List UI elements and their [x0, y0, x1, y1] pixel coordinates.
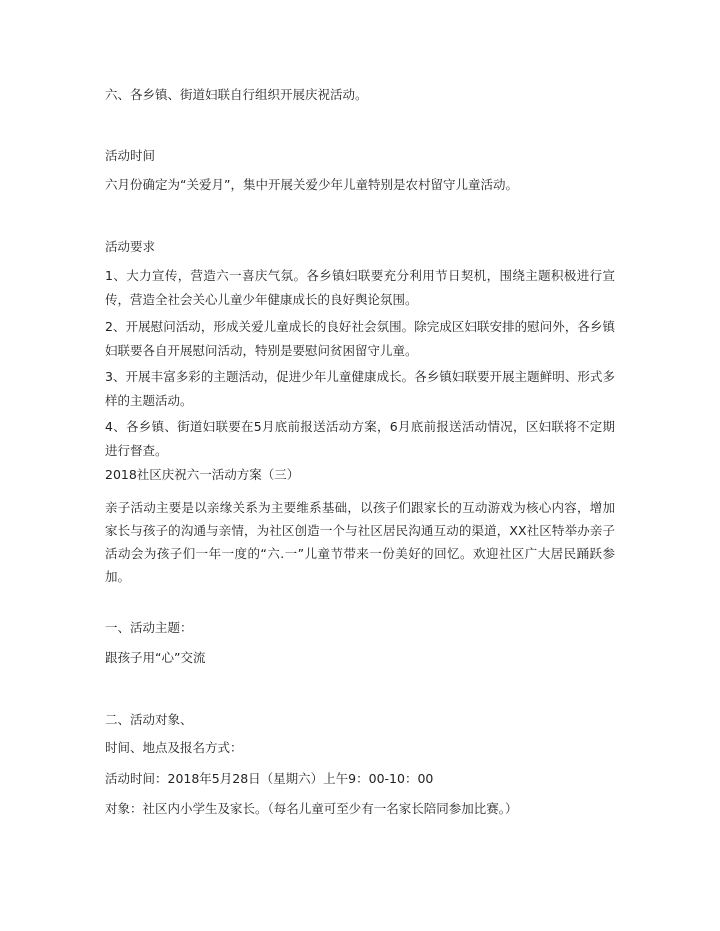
target-heading: 二、活动对象、 — [105, 712, 193, 727]
requirement-item-4: 4、各乡镇、街道妇联要在5月底前报送活动方案，6月底前报送活动情况，区妇联将不定期进行督查。 — [105, 419, 615, 458]
activity-time-heading: 活动时间 — [105, 148, 156, 163]
time-text: 活动时间：2018年5月28日（星期六）上午9：00-10：00 — [105, 771, 434, 786]
time-place-heading: 时间、地点及报名方式： — [105, 740, 243, 755]
theme-heading: 一、活动主题： — [105, 620, 193, 635]
activity-time-text: 六月份确定为“关爱月”，集中开展关爱少年儿童特别是农村留守儿童活动。 — [105, 177, 518, 192]
target-text: 对象：社区内小学生及家长。（每名儿童可至少有一名家长陪同参加比赛。） — [105, 801, 518, 816]
requirement-item-3: 3、开展丰富多彩的主题活动，促进少年儿童健康成长。各乡镇妇联要开展主题鲜明、形式多样的主题活动。 — [105, 369, 615, 408]
requirement-item-1: 1、大力宣传，营造六一喜庆气氛。各乡镇妇联要充分利用节日契机，围绕主题积极进行宣传，营造全社会关心儿童少年健康成长的良好舆论氛围。 — [105, 268, 615, 307]
requirements-heading: 活动要求 — [105, 239, 156, 254]
plan3-title: 2018社区庆祝六一活动方案（三） — [105, 467, 300, 482]
theme-text: 跟孩子用“心”交流 — [105, 650, 206, 665]
section6-heading: 六、各乡镇、街道妇联自行组织开展庆祝活动。 — [105, 87, 368, 102]
requirement-item-2: 2、开展慰问活动，形成关爱儿童成长的良好社会氛围。除完成区妇联安排的慰问外，各乡镇妇联要各自开展慰问活动，特别是要慰问贫困留守儿童。 — [105, 319, 615, 358]
intro-paragraph: 亲子活动主要是以亲缘关系为主要维系基础，以孩子们跟家长的互动游戏为核心内容，增加家长与孩子的沟通与亲情，为社区创造一个与社区居民沟通互动的渠道，XX社区特举办亲子活动会为孩子们一年一度的“六.一”儿童节带来一份美好的回忆。欢迎社区广大居民踊跃参加。 — [105, 500, 615, 584]
